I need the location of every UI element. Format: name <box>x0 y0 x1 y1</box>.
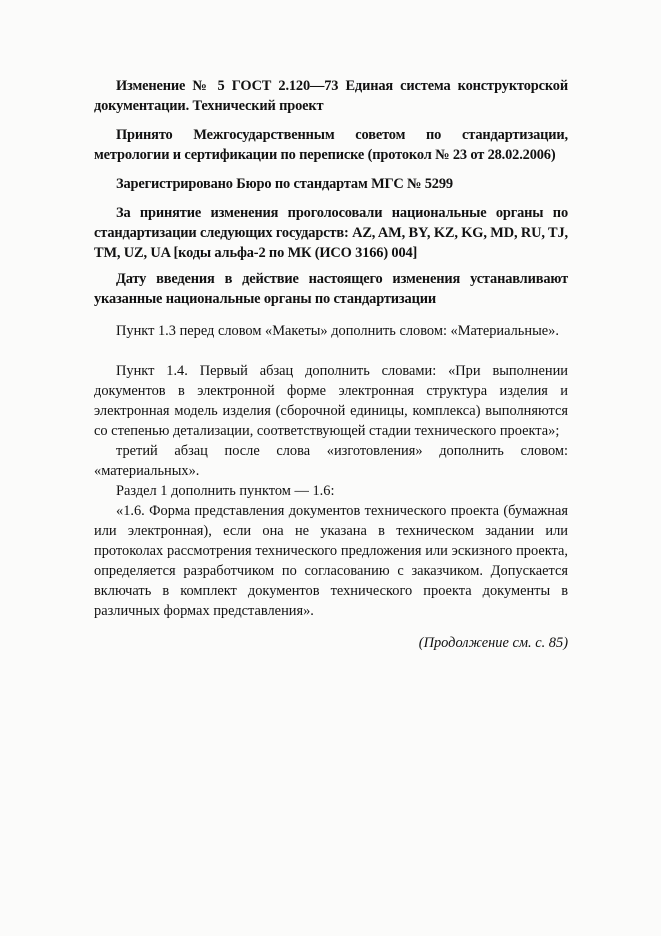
paragraph-item-1-4: Пункт 1.4. Первый абзац дополнить словами: «При выполнении документов в электронной форме электронная структура изделия и электронная модель изделия (сборочной единицы, комплекса) выполняются со степенью детализации, соответствующей стадии технического проекта»; <box>94 363 568 439</box>
effective-date-statement: Дату введения в действие настоящего изменения устанавливают указанные национальные органы по стандартизации <box>94 271 568 307</box>
paragraph-item-1-3: Пункт 1.3 перед словом «Макеты» дополнить словом: «Материальные». <box>116 323 559 339</box>
paragraph-item-1-6: «1.6. Форма представления документов технического проекта (бумажная или электронная), если она не указана в техническом задании или протоколах рассмотрения технического предложения или эскизного проекта, определяется разработчиком по согласованию с заказчиком. Допускается включать в комплект документов технического проекта документы в различных формах представления». <box>94 503 568 619</box>
adoption-statement: Принято Межгосударственным советом по стандартизации, метрологии и сертификации по переписке (протокол № 23 от 28.02.2006) <box>94 127 568 163</box>
voting-statement: За принятие изменения проголосовали национальные органы по стандартизации следующих государств: AZ, AM, BY, KZ, KG, MD, RU, TJ, TM, UZ, UA [коды альфа-2 по МК (ИСО 3166) 004] <box>94 205 568 261</box>
paragraph-third-abzac: третий абзац после слова «изготовления» дополнить словом: «материальных». <box>94 443 568 479</box>
amendment-title: Изменение № 5 ГОСТ 2.120—73 Единая система конструкторской документации. Технический проект <box>94 78 568 114</box>
paragraph-section-1-addition: Раздел 1 дополнить пунктом — 1.6: <box>116 483 335 499</box>
registration-statement: Зарегистрировано Бюро по стандартам МГС № 5299 <box>116 176 453 192</box>
document-content <box>94 76 568 653</box>
continuation-note: (Продолжение см. с. 85) <box>418 635 568 651</box>
